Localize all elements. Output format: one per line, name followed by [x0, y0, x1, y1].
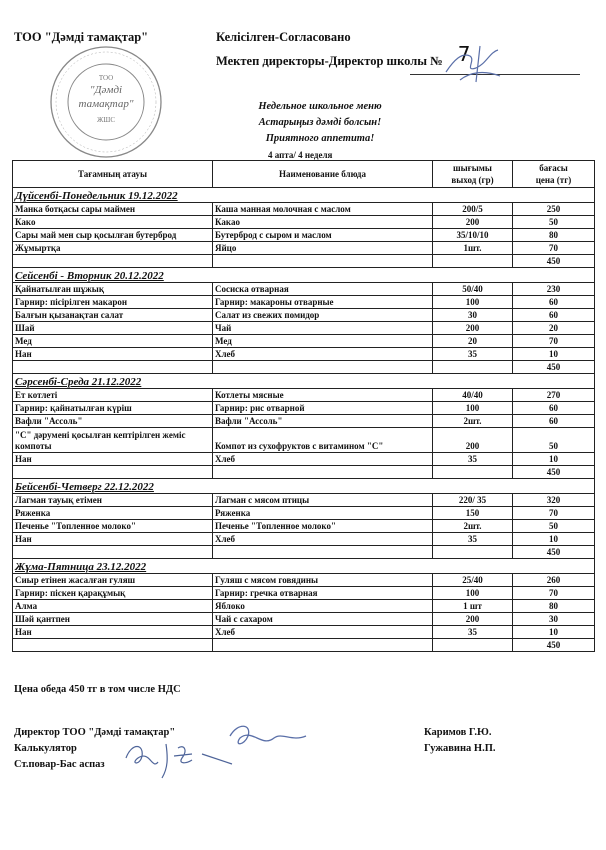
- dish-name-kz: Ет котлеті: [13, 389, 213, 402]
- dish-name-kz: Нан: [13, 453, 213, 466]
- dish-name-kz: Қайнатылған шұжық: [13, 283, 213, 296]
- dish-price: 250: [513, 203, 595, 216]
- dish-name-kz: Лагман тауық етімен: [13, 494, 213, 507]
- dish-price: 60: [513, 402, 595, 415]
- dish-price: 10: [513, 348, 595, 361]
- table-row: [13, 507, 595, 520]
- dish-name-kz: "С" дәрумені қосылған кептірілген жеміс компоты: [13, 428, 213, 453]
- dish-name-ru: Котлеты мясные: [213, 389, 433, 402]
- dish-price: 60: [513, 309, 595, 322]
- dish-output: 200: [433, 613, 513, 626]
- dish-output: 100: [433, 587, 513, 600]
- total-empty-cell: [213, 639, 433, 652]
- dish-name-kz: Вафли "Ассоль": [13, 415, 213, 428]
- dish-name-kz: Алма: [13, 600, 213, 613]
- total-row: [13, 466, 595, 479]
- col-header-kz: Тағамның атауы: [13, 161, 213, 188]
- dish-output: 100: [433, 296, 513, 309]
- price-note: Цена обеда 450 тг в том числе НДС: [14, 684, 181, 695]
- title-line3: Приятного аппетита!: [265, 133, 375, 144]
- dish-name-ru: Яйцо: [213, 242, 433, 255]
- dish-price: 70: [513, 507, 595, 520]
- day-title: Сейсенбі - Вторник 20.12.2022: [13, 268, 595, 283]
- dish-output: 200/5: [433, 203, 513, 216]
- director-school-label: Мектеп директоры-Директор школы №: [216, 54, 443, 68]
- dish-output: 20: [433, 335, 513, 348]
- table-row: [13, 322, 595, 335]
- day-title: Бейсенбі-Четверг 22.12.2022: [13, 479, 595, 494]
- dish-name-ru: Бутерброд с сыром и маслом: [213, 229, 433, 242]
- dish-name-ru: Печенье "Топленное молоко": [213, 520, 433, 533]
- table-row: [13, 626, 595, 639]
- stamp-bottom-text: ЖШС: [96, 116, 115, 124]
- day-title: Сәрсенбі-Среда 21.12.2022: [13, 374, 595, 389]
- dish-price: 10: [513, 533, 595, 546]
- stamp-name-line1: "Дәмді: [89, 84, 123, 96]
- table-row: [13, 242, 595, 255]
- day-header-row: [13, 268, 595, 283]
- director-label: Директор ТОО "Дәмді тамақтар": [14, 727, 176, 738]
- dish-name-ru: Салат из свежих помидор: [213, 309, 433, 322]
- col-header-output-ru: выход (гр): [451, 175, 494, 185]
- stamp-name-line2: тамақтар": [78, 98, 134, 110]
- table-row: [13, 309, 595, 322]
- col-header-price-kz: бағасы: [539, 163, 568, 173]
- dish-name-ru: Сосиска отварная: [213, 283, 433, 296]
- dish-output: 35/10/10: [433, 229, 513, 242]
- week-label: 4 апта/ 4 неделя: [268, 150, 333, 160]
- dish-price: 30: [513, 613, 595, 626]
- table-row: [13, 216, 595, 229]
- total-empty-cell: [433, 639, 513, 652]
- table-row: [13, 203, 595, 216]
- dish-price: 80: [513, 600, 595, 613]
- approved-label: Келісілген-Согласовано: [216, 30, 351, 44]
- day-total: 450: [513, 466, 595, 479]
- dish-output: 200: [433, 216, 513, 229]
- dish-name-ru: Мед: [213, 335, 433, 348]
- day-header-row: [13, 479, 595, 494]
- dish-price: 10: [513, 626, 595, 639]
- dish-name-kz: Сиыр етінен жасалған гуляш: [13, 574, 213, 587]
- dish-name-kz: Гарнир: қайнатылған күріш: [13, 402, 213, 415]
- dish-output: 2шт.: [433, 520, 513, 533]
- dish-output: 200: [433, 428, 513, 453]
- dish-price: 60: [513, 296, 595, 309]
- dish-name-kz: Балғын қызанақтан салат: [13, 309, 213, 322]
- dish-name-ru: Какао: [213, 216, 433, 229]
- total-row: [13, 639, 595, 652]
- dish-name-ru: Гарнир: макароны отварные: [213, 296, 433, 309]
- title-line2: Астарыңыз дәмді болсын!: [258, 117, 382, 128]
- table-header-row: [13, 161, 595, 188]
- dish-name-ru: Каша манная молочная с маслом: [213, 203, 433, 216]
- dish-name-ru: Ряженка: [213, 507, 433, 520]
- dish-output: 25/40: [433, 574, 513, 587]
- table-row: [13, 494, 595, 507]
- total-row: [13, 255, 595, 268]
- table-row: [13, 613, 595, 626]
- dish-output: 2шт.: [433, 415, 513, 428]
- dish-output: 35: [433, 348, 513, 361]
- dish-name-kz: Нан: [13, 626, 213, 639]
- total-empty-cell: [433, 546, 513, 559]
- total-empty-cell: [13, 639, 213, 652]
- table-row: [13, 533, 595, 546]
- col-header-output-kz: шығымы: [453, 163, 492, 173]
- dish-name-ru: Вафли "Ассоль": [213, 415, 433, 428]
- calculator-name: Гужавина Н.П.: [424, 743, 496, 754]
- dish-name-kz: Шай: [13, 322, 213, 335]
- dish-price: 70: [513, 587, 595, 600]
- dish-output: 35: [433, 533, 513, 546]
- dish-output: 30: [433, 309, 513, 322]
- dish-price: 60: [513, 415, 595, 428]
- table-row: [13, 335, 595, 348]
- dish-price: 320: [513, 494, 595, 507]
- dish-name-kz: Ряженка: [13, 507, 213, 520]
- dish-name-kz: Жұмыртқа: [13, 242, 213, 255]
- day-header-row: [13, 559, 595, 574]
- dish-output: 100: [433, 402, 513, 415]
- dish-price: 70: [513, 335, 595, 348]
- total-empty-cell: [13, 361, 213, 374]
- dish-name-kz: Манка ботқасы сары маймен: [13, 203, 213, 216]
- total-empty-cell: [433, 466, 513, 479]
- dish-name-kz: Гарнир: пісірілген макарон: [13, 296, 213, 309]
- day-title: Дүйсенбі-Понедельник 19.12.2022: [13, 188, 595, 203]
- dish-output: 40/40: [433, 389, 513, 402]
- dish-name-ru: Хлеб: [213, 533, 433, 546]
- school-number: 7: [457, 42, 471, 66]
- dish-name-ru: Хлеб: [213, 348, 433, 361]
- table-row: [13, 574, 595, 587]
- dish-price: 10: [513, 453, 595, 466]
- dish-name-ru: Хлеб: [213, 453, 433, 466]
- dish-output: 35: [433, 626, 513, 639]
- dish-price: 270: [513, 389, 595, 402]
- dish-name-kz: Шәй қантпен: [13, 613, 213, 626]
- dish-price: 230: [513, 283, 595, 296]
- day-total: 450: [513, 361, 595, 374]
- director-signature-top: [440, 42, 510, 86]
- total-empty-cell: [213, 466, 433, 479]
- col-header-price-ru: цена (тг): [535, 175, 572, 185]
- table-row: [13, 428, 595, 453]
- director-school-line: [216, 42, 471, 70]
- dish-output: 150: [433, 507, 513, 520]
- table-row: [13, 415, 595, 428]
- col-header-ru: Наименование блюда: [213, 161, 433, 188]
- dish-name-kz: Мед: [13, 335, 213, 348]
- staff-signatures: [122, 734, 242, 780]
- table-row: [13, 402, 595, 415]
- company-stamp: [48, 44, 164, 160]
- company-name: ТОО "Дәмді тамақтар": [14, 30, 149, 44]
- day-header-row: [13, 374, 595, 389]
- table-row: [13, 283, 595, 296]
- stamp-top-text: ТОО: [98, 74, 114, 82]
- chef-label: Ст.повар-Бас аспаз: [14, 759, 105, 770]
- dish-name-ru: Лагман с мясом птицы: [213, 494, 433, 507]
- title-line1: Недельное школьное меню: [258, 101, 382, 112]
- dish-name-kz: Нан: [13, 348, 213, 361]
- dish-price: 260: [513, 574, 595, 587]
- dish-output: 50/40: [433, 283, 513, 296]
- dish-name-kz: Печенье "Топленное молоко": [13, 520, 213, 533]
- dish-name-ru: Гуляш с мясом говядины: [213, 574, 433, 587]
- dish-name-kz: Нан: [13, 533, 213, 546]
- dish-name-ru: Хлеб: [213, 626, 433, 639]
- day-header-row: [13, 188, 595, 203]
- total-empty-cell: [433, 361, 513, 374]
- dish-name-kz: Гарнир: піскен қарақұмық: [13, 587, 213, 600]
- dish-price: 50: [513, 216, 595, 229]
- calculator-label: Калькулятор: [14, 743, 77, 754]
- total-empty-cell: [13, 546, 213, 559]
- total-row: [13, 361, 595, 374]
- table-row: [13, 348, 595, 361]
- total-empty-cell: [13, 466, 213, 479]
- dish-output: 35: [433, 453, 513, 466]
- dish-output: 1 шт: [433, 600, 513, 613]
- director-name: Каримов Г.Ю.: [424, 727, 492, 738]
- dish-output: 200: [433, 322, 513, 335]
- dish-price: 80: [513, 229, 595, 242]
- dish-name-kz: Сары май мен сыр қосылған бутерброд: [13, 229, 213, 242]
- col-header-price: [513, 161, 595, 188]
- total-empty-cell: [213, 361, 433, 374]
- dish-price: 20: [513, 322, 595, 335]
- total-empty-cell: [213, 255, 433, 268]
- total-empty-cell: [213, 546, 433, 559]
- dish-output: 220/ 35: [433, 494, 513, 507]
- menu-table: [12, 160, 595, 652]
- total-empty-cell: [433, 255, 513, 268]
- table-row: [13, 229, 595, 242]
- dish-name-kz: Како: [13, 216, 213, 229]
- dish-name-ru: Компот из сухофруктов с витамином "С": [213, 428, 433, 453]
- dish-name-ru: Гарнир: гречка отварная: [213, 587, 433, 600]
- dish-price: 50: [513, 520, 595, 533]
- day-total: 450: [513, 546, 595, 559]
- dish-name-ru: Яблоко: [213, 600, 433, 613]
- day-title: Жұма-Пятница 23.12.2022: [13, 559, 595, 574]
- dish-name-ru: Чай с сахаром: [213, 613, 433, 626]
- day-total: 450: [513, 255, 595, 268]
- total-row: [13, 546, 595, 559]
- total-empty-cell: [13, 255, 213, 268]
- col-header-output: [433, 161, 513, 188]
- table-row: [13, 587, 595, 600]
- table-row: [13, 600, 595, 613]
- table-row: [13, 520, 595, 533]
- dish-output: 1шт.: [433, 242, 513, 255]
- table-row: [13, 296, 595, 309]
- dish-name-ru: Чай: [213, 322, 433, 335]
- dish-price: 70: [513, 242, 595, 255]
- day-total: 450: [513, 639, 595, 652]
- table-row: [13, 453, 595, 466]
- dish-price: 50: [513, 428, 595, 453]
- table-row: [13, 389, 595, 402]
- dish-name-ru: Гарнир: рис отварной: [213, 402, 433, 415]
